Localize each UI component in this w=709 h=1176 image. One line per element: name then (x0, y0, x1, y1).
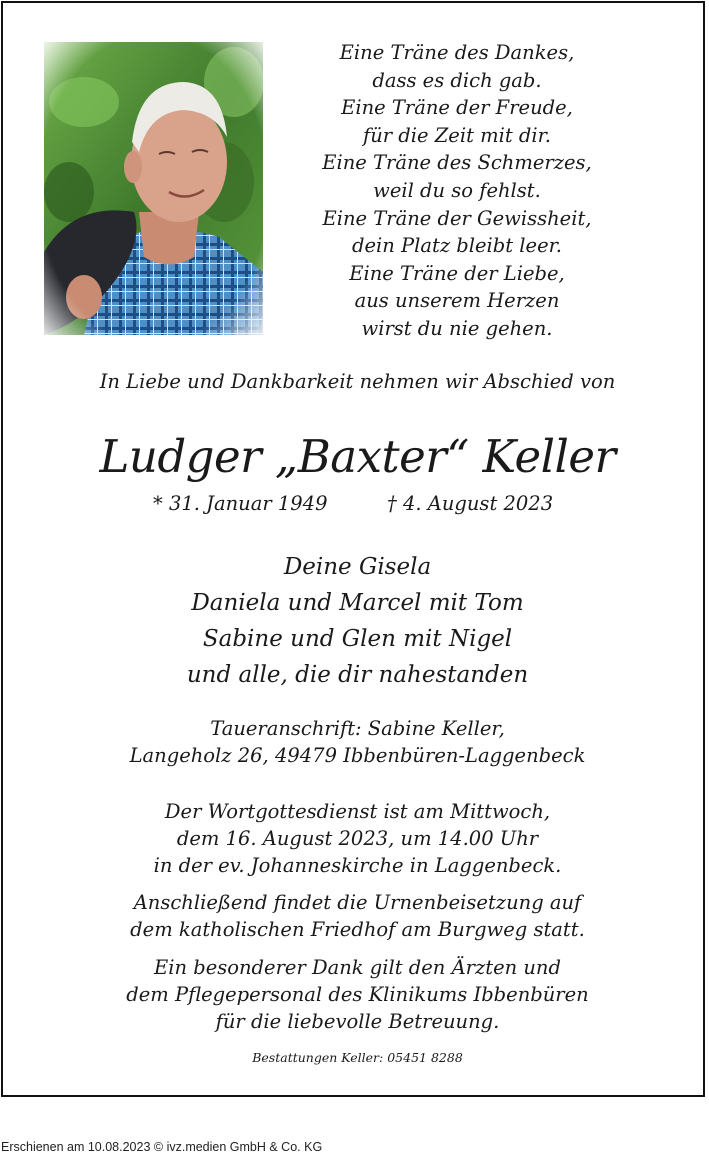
family-line: und alle, die dir nahestanden (186, 662, 529, 688)
burial-info (3, 889, 709, 943)
burial-line: Anschließend findet die Urnenbeisetzung auf (133, 891, 582, 914)
address-line: Taueranschrift: Sabine Keller, (210, 717, 505, 740)
family-line: Sabine und Glen mit Nigel (202, 626, 513, 652)
poem-line: für die Zeit mit dir. (363, 123, 551, 147)
thanks-line: Ein besonderer Dank gilt den Ärzten und (154, 956, 561, 979)
poem-line: aus unserem Herzen (354, 289, 560, 313)
poem-line: weil du so fehlst. (373, 178, 541, 202)
service-line: dem 16. August 2023, um 14.00 Uhr (176, 827, 539, 850)
birth-date: * 31. Januar 1949 (153, 492, 328, 515)
poem-line: dass es dich gab. (372, 68, 542, 92)
poem (303, 39, 611, 343)
poem-line: wirst du nie gehen. (361, 316, 553, 340)
portrait-photo (44, 42, 263, 335)
undertaker-contact: Bestattungen Keller: 05451 8288 (252, 1050, 463, 1065)
publication-footer: Erschienen am 10.08.2023 © ivz.medien GmbH & Co. KG (1, 1140, 323, 1154)
poem-line: Eine Träne der Freude, (341, 96, 573, 120)
poem-line: Eine Träne der Gewissheit, (322, 206, 592, 230)
death-date: † 4. August 2023 (387, 492, 554, 515)
family-line: Deine Gisela (283, 554, 432, 580)
portrait-image (44, 42, 263, 335)
mourning-address (3, 715, 709, 769)
burial-line: dem katholischen Friedhof am Burgweg statt. (130, 918, 585, 941)
poem-line: dein Platz bleibt leer. (351, 234, 562, 258)
poem-line: Eine Träne des Dankes, (339, 41, 575, 64)
thanks-note (3, 954, 709, 1035)
farewell-intro: In Liebe und Dankbarkeit nehmen wir Abschied von (99, 370, 616, 393)
family-line: Daniela und Marcel mit Tom (191, 590, 524, 616)
poem-line: Eine Träne der Liebe, (349, 261, 565, 285)
address-line: Langeholz 26, 49479 Ibbenbüren-Laggenbeck (129, 744, 586, 767)
service-info (3, 798, 709, 879)
service-line: in der ev. Johanneskirche in Laggenbeck. (153, 854, 562, 877)
deceased-name: Ludger „Baxter“ Keller (99, 430, 616, 483)
thanks-line: für die liebevolle Betreuung. (215, 1010, 500, 1033)
obituary-frame (1, 1, 705, 1097)
family-list (3, 549, 709, 693)
service-line: Der Wortgottesdienst ist am Mittwoch, (164, 800, 551, 823)
thanks-line: dem Pflegepersonal des Klinikums Ibbenbüren (126, 983, 589, 1006)
poem-line: Eine Träne des Schmerzes, (322, 151, 592, 175)
